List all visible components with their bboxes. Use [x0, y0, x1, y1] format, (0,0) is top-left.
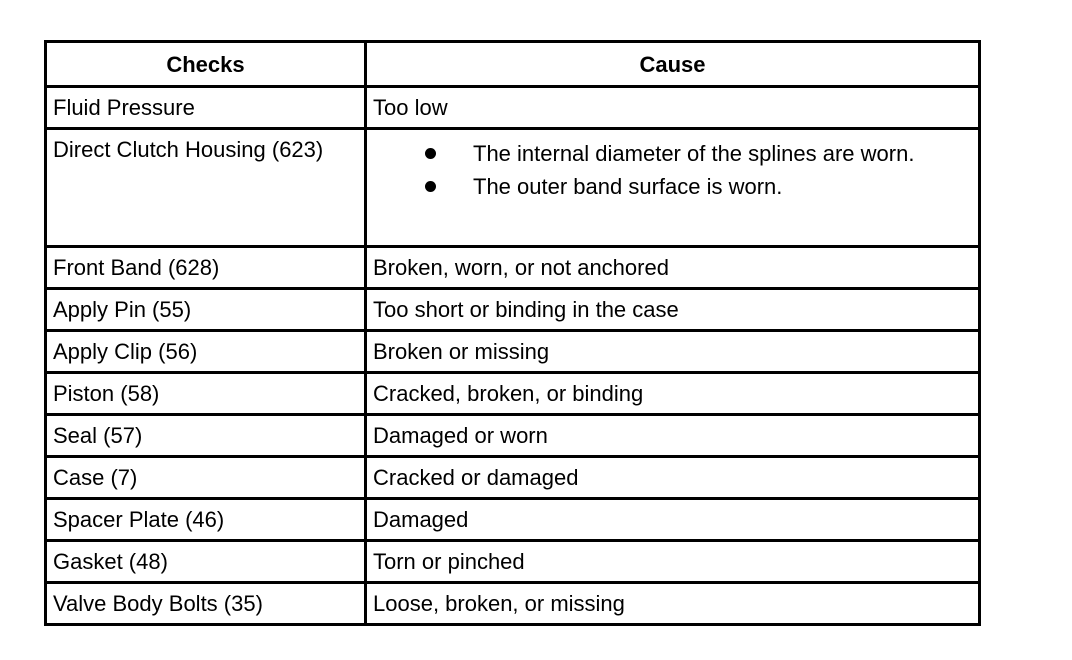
check-cell: Fluid Pressure: [47, 88, 367, 127]
cause-cell: Broken or missing: [373, 339, 550, 364]
check-cell: Apply Pin (55): [47, 290, 367, 329]
cause-cell: Cracked or damaged: [373, 465, 579, 490]
check-cell: Front Band (628): [47, 248, 367, 287]
table-row: [47, 539, 978, 581]
table-row: [47, 371, 978, 413]
cause-cell: Broken, worn, or not anchored: [373, 255, 669, 280]
list-item: [373, 174, 972, 207]
cause-cell: Torn or pinched: [373, 549, 525, 574]
table-row: [47, 413, 978, 455]
check-cell: Gasket (48): [47, 542, 367, 581]
table-header-row: [47, 43, 978, 85]
table-row: [47, 455, 978, 497]
table-row: [47, 127, 978, 245]
cause-cell: [367, 130, 978, 245]
check-cell: Direct Clutch Housing (623): [47, 130, 367, 245]
table-row: [47, 329, 978, 371]
cause-cell: Damaged or worn: [373, 423, 548, 448]
bullet-icon: [425, 181, 436, 192]
checks-cause-table: [44, 40, 981, 626]
bullet-text: The internal diameter of the splines are worn.: [473, 141, 915, 166]
bullet-text: The outer band surface is worn.: [473, 174, 783, 199]
table-row: [47, 497, 978, 539]
table-row: [47, 581, 978, 623]
check-cell: Spacer Plate (46): [47, 500, 367, 539]
table-row: [47, 245, 978, 287]
check-cell: Piston (58): [47, 374, 367, 413]
header-checks: Checks: [47, 43, 367, 85]
cause-cell: Cracked, broken, or binding: [373, 381, 644, 406]
cause-cell: Loose, broken, or missing: [373, 591, 625, 616]
check-cell: Valve Body Bolts (35): [47, 584, 367, 623]
cause-cell: Too low: [373, 95, 448, 120]
cause-cell: Damaged: [373, 507, 469, 532]
check-cell: Seal (57): [47, 416, 367, 455]
check-cell: Case (7): [47, 458, 367, 497]
check-cell: Apply Clip (56): [47, 332, 367, 371]
table-row: [47, 287, 978, 329]
header-cause: Cause: [639, 52, 706, 77]
table-row: [47, 85, 978, 127]
bullet-icon: [425, 148, 436, 159]
list-item: [373, 141, 972, 174]
cause-cell: Too short or binding in the case: [373, 297, 679, 322]
cause-bullet-list: [373, 141, 972, 207]
